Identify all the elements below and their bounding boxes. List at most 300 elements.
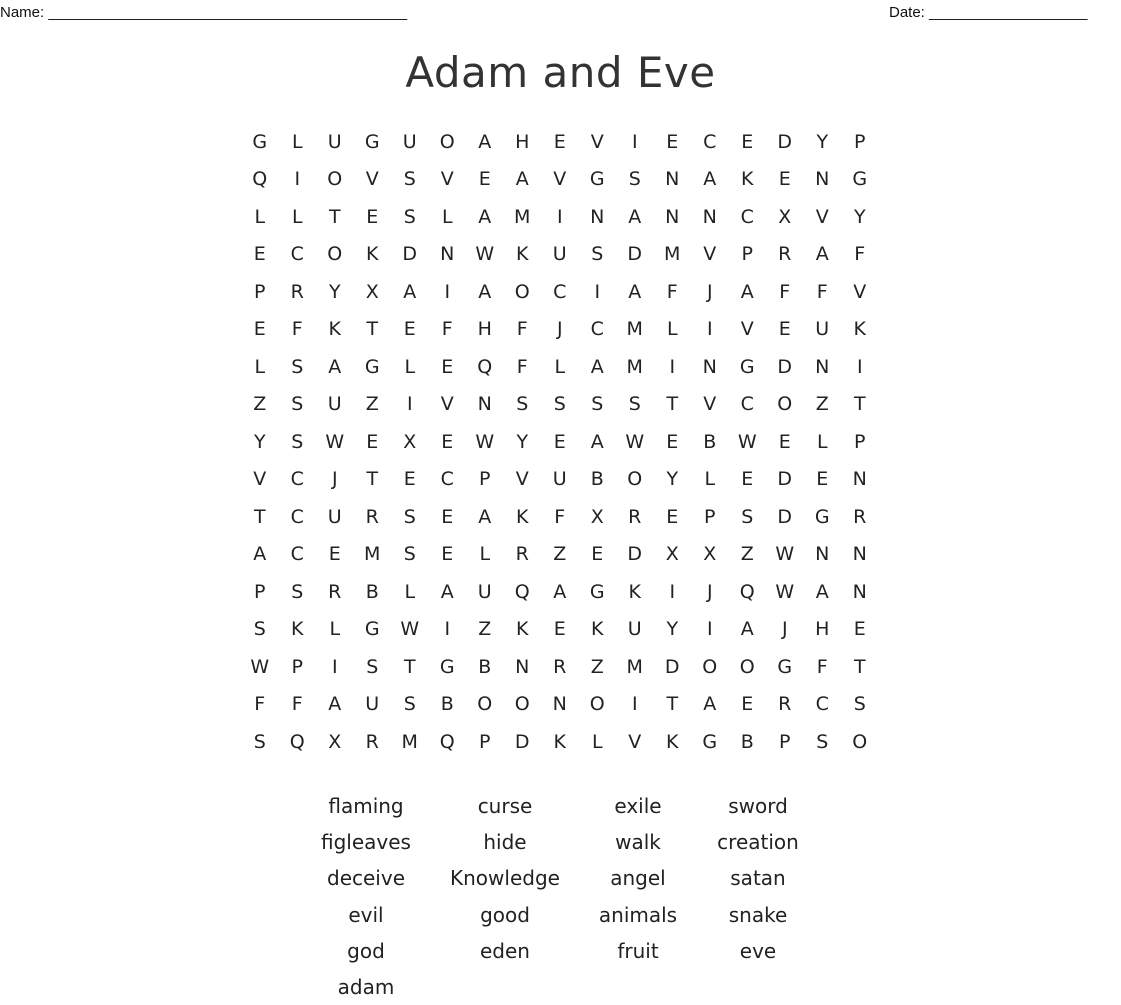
grid-cell: T xyxy=(253,505,266,528)
grid-cell: S xyxy=(403,505,416,528)
grid-cell: E xyxy=(366,205,379,228)
grid-cell: U xyxy=(327,505,342,528)
word-bank-item: god xyxy=(347,938,385,963)
grid-cell: S xyxy=(291,430,304,453)
grid-cell: V xyxy=(365,168,379,191)
grid-cell: V xyxy=(515,468,529,491)
grid-cell: N xyxy=(477,393,492,416)
grid-cell: J xyxy=(706,580,713,603)
grid-cell: F xyxy=(854,243,866,266)
grid-cell: K xyxy=(516,505,529,528)
grid-cell: E xyxy=(328,543,341,566)
grid-cell: A xyxy=(478,505,492,528)
grid-cell: C xyxy=(740,393,754,416)
grid-cell: P xyxy=(291,655,303,678)
grid-cell: S xyxy=(366,655,379,678)
grid-cell: D xyxy=(777,505,793,528)
grid-cell: G xyxy=(739,355,755,378)
grid-cell: E xyxy=(741,468,754,491)
word-bank-item: eve xyxy=(739,938,777,963)
grid-cell: Q xyxy=(289,730,305,753)
grid-cell: L xyxy=(254,355,266,378)
grid-cell: G xyxy=(439,655,455,678)
grid-cell: T xyxy=(666,393,679,416)
grid-cell: C xyxy=(440,468,454,491)
grid-cell: M xyxy=(626,355,643,378)
grid-cell: L xyxy=(591,730,603,753)
grid-cell: M xyxy=(626,655,643,678)
grid-cell: T xyxy=(666,693,679,716)
grid-cell: M xyxy=(364,543,381,566)
grid-cell: K xyxy=(328,318,341,341)
grid-cell: E xyxy=(441,543,454,566)
grid-row xyxy=(241,423,879,461)
grid-cell: V xyxy=(553,168,567,191)
word-bank-item: sword xyxy=(728,794,788,818)
grid-cell: S xyxy=(816,730,829,753)
word-bank-item: creation xyxy=(717,830,799,855)
grid-cell: A xyxy=(628,280,642,303)
grid-cell: V xyxy=(440,168,454,191)
grid-cell: K xyxy=(516,243,529,266)
grid-cell: C xyxy=(553,280,567,303)
grid-cell: R xyxy=(365,505,379,528)
grid-cell: B xyxy=(703,430,717,453)
grid-cell: E xyxy=(441,355,454,378)
grid-cell: S xyxy=(291,580,304,603)
grid-cell: G xyxy=(364,130,380,153)
grid-cell: S xyxy=(853,693,866,716)
grid-row xyxy=(241,198,879,236)
grid-cell: S xyxy=(553,393,566,416)
grid-cell: A xyxy=(815,580,829,603)
grid-row xyxy=(241,348,879,386)
grid-cell: Q xyxy=(514,580,530,603)
grid-cell: Q xyxy=(252,168,268,191)
grid-cell: Y xyxy=(853,205,866,228)
grid-cell: W xyxy=(325,430,345,453)
grid-cell: K xyxy=(553,730,566,753)
grid-cell: I xyxy=(706,618,713,641)
grid-cell: L xyxy=(704,468,716,491)
grid-cell: C xyxy=(815,693,829,716)
word-bank-item: walk xyxy=(615,830,661,855)
grid-cell: L xyxy=(329,618,341,641)
grid-cell: S xyxy=(403,693,416,716)
grid-cell: S xyxy=(403,543,416,566)
grid-cell: Q xyxy=(477,355,493,378)
grid-cell: U xyxy=(477,580,492,603)
word-bank-item: good xyxy=(480,902,530,927)
grid-cell: C xyxy=(290,505,304,528)
grid-cell: V xyxy=(703,243,717,266)
grid-cell: I xyxy=(706,318,713,341)
grid-cell: L xyxy=(479,543,491,566)
grid-cell: I xyxy=(594,280,601,303)
grid-cell: A xyxy=(553,580,567,603)
grid-cell: B xyxy=(590,468,604,491)
grid-cell: V xyxy=(815,205,829,228)
grid-row xyxy=(241,311,879,349)
page-title: Adam and Eve xyxy=(405,48,716,97)
grid-cell: E xyxy=(403,318,416,341)
grid-cell: L xyxy=(441,205,453,228)
grid-cell: Q xyxy=(439,730,455,753)
grid-cell: K xyxy=(741,168,754,191)
grid-cell: U xyxy=(327,130,342,153)
grid-cell: S xyxy=(291,393,304,416)
grid-cell: A xyxy=(590,355,604,378)
grid-cell: R xyxy=(553,655,567,678)
grid-cell: S xyxy=(253,730,266,753)
grid-cell: K xyxy=(853,318,866,341)
grid-cell: R xyxy=(290,280,304,303)
grid-cell: W xyxy=(400,618,420,641)
grid-cell: K xyxy=(591,618,604,641)
grid-cell: M xyxy=(401,730,418,753)
word-bank-item: angel xyxy=(610,866,666,891)
name-field: Name: ___________________________________________ xyxy=(0,4,408,21)
grid-cell: M xyxy=(664,243,681,266)
grid-cell: Z xyxy=(253,393,267,416)
grid-cell: O xyxy=(439,130,455,153)
grid-cell: X xyxy=(665,543,679,566)
grid-cell: E xyxy=(666,430,679,453)
grid-row xyxy=(241,573,879,611)
date-field: Date: ___________________ xyxy=(889,4,1088,21)
grid-cell: D xyxy=(627,243,643,266)
grid-cell: S xyxy=(741,505,754,528)
grid-row xyxy=(241,386,879,424)
grid-row xyxy=(241,236,879,274)
grid-cell: N xyxy=(815,543,830,566)
grid-cell: V xyxy=(628,730,642,753)
grid-cell: L xyxy=(554,355,566,378)
grid-cell: N xyxy=(815,168,830,191)
grid-cell: E xyxy=(853,618,866,641)
word-bank-item: evil xyxy=(348,902,384,927)
grid-cell: S xyxy=(253,618,266,641)
grid-cell: W xyxy=(775,580,795,603)
grid-cell: N xyxy=(852,580,867,603)
grid-cell: O xyxy=(477,693,493,716)
grid-cell: O xyxy=(514,280,530,303)
grid-cell: Z xyxy=(590,655,604,678)
grid-cell: O xyxy=(739,655,755,678)
grid-cell: E xyxy=(778,430,791,453)
grid-cell: F xyxy=(516,355,528,378)
grid-cell: O xyxy=(327,168,343,191)
grid-cell: F xyxy=(816,655,828,678)
grid-cell: D xyxy=(514,730,530,753)
grid-cell: V xyxy=(590,130,604,153)
grid-cell: I xyxy=(669,355,676,378)
grid-cell: E xyxy=(553,130,566,153)
grid-cell: A xyxy=(478,280,492,303)
grid-cell: X xyxy=(403,430,417,453)
grid-cell: B xyxy=(740,730,754,753)
grid-cell: G xyxy=(252,130,268,153)
grid-cell: X xyxy=(778,205,792,228)
grid-cell: A xyxy=(515,168,529,191)
grid-cell: D xyxy=(777,130,793,153)
grid-cell: O xyxy=(327,243,343,266)
grid-cell: K xyxy=(628,580,641,603)
grid-cell: K xyxy=(291,618,304,641)
word-bank-item: Knowledge xyxy=(450,866,560,891)
grid-cell: B xyxy=(478,655,492,678)
grid-cell: I xyxy=(631,130,638,153)
grid-cell: J xyxy=(331,468,338,491)
grid-cell: E xyxy=(403,468,416,491)
grid-cell: Y xyxy=(253,430,266,453)
grid-cell: I xyxy=(669,580,676,603)
grid-cell: Y xyxy=(666,618,679,641)
grid-cell: I xyxy=(444,618,451,641)
grid-cell: O xyxy=(589,693,605,716)
grid-cell: W xyxy=(775,543,795,566)
grid-cell: M xyxy=(514,205,531,228)
grid-cell: X xyxy=(590,505,604,528)
grid-cell: T xyxy=(328,205,341,228)
grid-cell: C xyxy=(703,130,717,153)
grid-cell: E xyxy=(778,318,791,341)
grid-cell: Z xyxy=(365,393,379,416)
letter-grid xyxy=(241,123,879,761)
grid-cell: S xyxy=(591,243,604,266)
grid-cell: B xyxy=(440,693,454,716)
grid-cell: A xyxy=(815,243,829,266)
grid-cell: N xyxy=(815,355,830,378)
grid-cell: Y xyxy=(516,430,529,453)
grid-cell: I xyxy=(856,355,863,378)
grid-cell: N xyxy=(665,205,680,228)
grid-cell: Y xyxy=(666,468,679,491)
grid-cell: A xyxy=(478,205,492,228)
grid-cell: E xyxy=(366,430,379,453)
word-bank-item: animals xyxy=(598,902,678,927)
grid-cell: R xyxy=(778,243,792,266)
grid-cell: S xyxy=(516,393,529,416)
grid-cell: W xyxy=(475,430,495,453)
word-bank-item: deceive xyxy=(327,866,405,891)
grid-cell: J xyxy=(706,280,713,303)
grid-row xyxy=(241,273,879,311)
grid-cell: O xyxy=(852,730,868,753)
grid-cell: S xyxy=(591,393,604,416)
grid-cell: F xyxy=(441,318,453,341)
grid-cell: I xyxy=(444,280,451,303)
grid-cell: E xyxy=(741,693,754,716)
grid-cell: G xyxy=(814,505,830,528)
grid-cell: C xyxy=(590,318,604,341)
grid-row xyxy=(241,536,879,574)
grid-row xyxy=(241,498,879,536)
grid-cell: F xyxy=(816,280,828,303)
grid-cell: R xyxy=(328,580,342,603)
grid-cell: R xyxy=(515,543,529,566)
grid-row xyxy=(241,161,879,199)
word-bank-item: exile xyxy=(614,794,662,818)
grid-cell: T xyxy=(403,655,416,678)
grid-cell: B xyxy=(365,580,379,603)
word-bank-item: figleaves xyxy=(321,830,411,855)
grid-cell: P xyxy=(741,243,753,266)
grid-cell: E xyxy=(553,430,566,453)
grid-cell: X xyxy=(703,543,717,566)
grid-cell: C xyxy=(290,543,304,566)
grid-cell: D xyxy=(777,355,793,378)
grid-cell: V xyxy=(440,393,454,416)
word-bank xyxy=(301,788,819,1005)
grid-cell: A xyxy=(740,280,754,303)
grid-cell: N xyxy=(852,468,867,491)
grid-cell: L xyxy=(816,430,828,453)
word-bank-item: hide xyxy=(483,830,527,855)
grid-cell: N xyxy=(852,543,867,566)
grid-cell: I xyxy=(331,655,338,678)
grid-cell: R xyxy=(778,693,792,716)
grid-cell: A xyxy=(628,205,642,228)
grid-cell: O xyxy=(627,468,643,491)
grid-cell: P xyxy=(479,730,491,753)
grid-cell: P xyxy=(779,730,791,753)
grid-cell: Q xyxy=(739,580,755,603)
grid-row xyxy=(241,648,879,686)
grid-cell: K xyxy=(366,243,379,266)
grid-cell: P xyxy=(854,130,866,153)
grid-cell: S xyxy=(291,355,304,378)
grid-cell: P xyxy=(254,580,266,603)
grid-cell: A xyxy=(328,355,342,378)
grid-cell: F xyxy=(516,318,528,341)
grid-cell: P xyxy=(254,280,266,303)
grid-cell: G xyxy=(702,730,718,753)
grid-cell: F xyxy=(254,693,266,716)
grid-cell: L xyxy=(666,318,678,341)
grid-cell: I xyxy=(406,393,413,416)
grid-cell: L xyxy=(254,205,266,228)
grid-cell: G xyxy=(364,618,380,641)
grid-cell: P xyxy=(704,505,716,528)
grid-cell: A xyxy=(740,618,754,641)
grid-cell: D xyxy=(402,243,418,266)
grid-cell: Z xyxy=(740,543,754,566)
grid-cell: U xyxy=(327,393,342,416)
word-bank-item: fruit xyxy=(617,938,659,963)
grid-cell: N xyxy=(665,168,680,191)
grid-cell: R xyxy=(853,505,867,528)
grid-cell: C xyxy=(740,205,754,228)
grid-cell: U xyxy=(815,318,830,341)
word-bank-item: snake xyxy=(728,902,788,927)
grid-cell: W xyxy=(625,430,645,453)
word-bank-item: flaming xyxy=(328,794,404,818)
grid-cell: Z xyxy=(478,618,492,641)
grid-cell: N xyxy=(515,655,530,678)
grid-cell: K xyxy=(666,730,679,753)
grid-row xyxy=(241,723,879,761)
grid-cell: N xyxy=(702,355,717,378)
grid-cell: X xyxy=(365,280,379,303)
grid-cell: P xyxy=(854,430,866,453)
grid-cell: I xyxy=(631,693,638,716)
grid-cell: A xyxy=(328,693,342,716)
grid-cell: K xyxy=(516,618,529,641)
grid-row xyxy=(241,123,879,161)
grid-cell: G xyxy=(852,168,868,191)
grid-cell: F xyxy=(666,280,678,303)
grid-cell: T xyxy=(853,393,866,416)
grid-cell: T xyxy=(853,655,866,678)
grid-cell: Y xyxy=(816,130,829,153)
grid-cell: E xyxy=(441,505,454,528)
grid-cell: V xyxy=(703,393,717,416)
grid-cell: S xyxy=(628,393,641,416)
grid-cell: S xyxy=(403,168,416,191)
grid-cell: W xyxy=(737,430,757,453)
grid-cell: I xyxy=(556,205,563,228)
grid-row xyxy=(241,686,879,724)
grid-cell: D xyxy=(627,543,643,566)
grid-cell: D xyxy=(777,468,793,491)
word-bank-item: adam xyxy=(337,974,395,999)
grid-cell: M xyxy=(626,318,643,341)
grid-cell: A xyxy=(478,130,492,153)
grid-cell: C xyxy=(290,243,304,266)
grid-cell: N xyxy=(440,243,455,266)
word-bank-item: curse xyxy=(477,794,533,818)
grid-row xyxy=(241,611,879,649)
grid-cell: E xyxy=(253,243,266,266)
grid-cell: E xyxy=(666,130,679,153)
grid-cell: L xyxy=(404,580,416,603)
grid-cell: W xyxy=(250,655,270,678)
grid-cell: G xyxy=(364,355,380,378)
grid-cell: J xyxy=(556,318,563,341)
grid-cell: X xyxy=(328,730,342,753)
grid-cell: Z xyxy=(553,543,567,566)
grid-cell: I xyxy=(294,168,301,191)
grid-cell: G xyxy=(777,655,793,678)
grid-cell: E xyxy=(666,505,679,528)
grid-cell: Z xyxy=(815,393,829,416)
grid-row xyxy=(241,461,879,499)
grid-cell: E xyxy=(816,468,829,491)
grid-cell: T xyxy=(366,318,379,341)
grid-cell: G xyxy=(589,168,605,191)
word-bank-item: eden xyxy=(480,938,530,963)
grid-cell: A xyxy=(440,580,454,603)
grid-cell: U xyxy=(552,468,567,491)
grid-cell: V xyxy=(253,468,267,491)
grid-cell: E xyxy=(741,130,754,153)
grid-cell: F xyxy=(779,280,791,303)
grid-cell: O xyxy=(514,693,530,716)
grid-cell: A xyxy=(703,168,717,191)
grid-cell: S xyxy=(403,205,416,228)
word-bank-item: satan xyxy=(730,866,786,891)
grid-cell: G xyxy=(589,580,605,603)
grid-cell: E xyxy=(253,318,266,341)
grid-cell: D xyxy=(664,655,680,678)
grid-cell: L xyxy=(291,130,303,153)
grid-cell: L xyxy=(404,355,416,378)
grid-cell: S xyxy=(628,168,641,191)
grid-cell: N xyxy=(590,205,605,228)
grid-cell: V xyxy=(853,280,867,303)
grid-cell: O xyxy=(702,655,718,678)
